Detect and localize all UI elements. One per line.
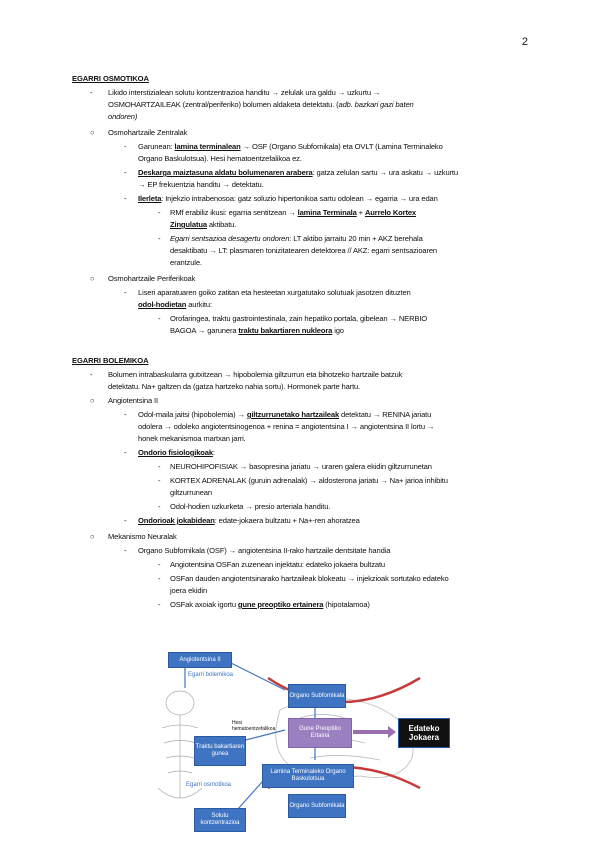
box-edateko-jokaera: Edateko Jokaera	[398, 718, 450, 748]
text-line: KORTEX ADRENALAK (guruin adrenalak) → aldosterona jariatu → Na+ jarioa inhibitu	[170, 476, 448, 485]
bullet-dash: -	[124, 194, 127, 203]
text-line: Bolumen intrabaskularra gutxitzean → hipobolemia giltzurrun eta bihotzeko hartzaile batzuk	[108, 370, 403, 379]
text-line: OSMOHARTZAILEAK (zentral/periferiko) bolumen aldaketa detektatu. (adb. bazkari gazi baten	[108, 100, 414, 109]
subsection-title: Osmohartzaile Periferikoak	[108, 274, 196, 283]
bullet-dash: -	[158, 600, 161, 609]
text-line: BAGOA → garunera traktu bakartiaren nukleora igo	[170, 326, 344, 335]
box-osf-top: Organo Subfornikala	[288, 684, 346, 708]
text-line: Garunean: lamina terminalean → OSF (Organo Subfornikala) eta OVLT (Lamina Terminaleko	[138, 142, 443, 151]
text-line: odol-hodietan aurkitu:	[138, 300, 212, 309]
bullet-circle: ○	[90, 274, 95, 283]
subsection-title: Angiotentsina II	[108, 396, 158, 405]
bullet-dash: -	[158, 462, 161, 471]
bullet-circle: ○	[90, 396, 95, 405]
bullet-circle: ○	[90, 532, 95, 541]
subsection-title: Osmohartzaile Zentralak	[108, 128, 188, 137]
box-lamina: Lamina Terminaleko Organo Baskulotsua	[262, 764, 354, 788]
bullet-dash: -	[158, 234, 161, 243]
text-line: odolera → odoleko angiotentsinogenoa + renina = angiotentsina I → angiotentsina II lortu →	[138, 422, 435, 431]
purple-arrowhead	[388, 726, 396, 738]
text-line: → EP frekuentzia handitu → detektatu.	[138, 180, 264, 189]
text-line: Ondorioak jokabidean: edate-jokaera bultzatu + Na+-ren ahoratzea	[138, 516, 360, 525]
label-bolemic: Egarri bolemikoa	[188, 672, 234, 678]
text-line: Angiotentsina OSFan zuzenean injektatu: edateko jokaera bultzatu	[170, 560, 385, 569]
box-gune-preoptiko: Gune Preoptiko Ertaina	[288, 718, 352, 748]
text-line: Orofaringea, traktu gastrointestinala, zain hepatiko portala, gibelean → NERBIO	[170, 314, 428, 323]
bullet-dash: -	[158, 502, 161, 511]
bullet-dash: -	[124, 168, 127, 177]
bullet-dash: -	[158, 574, 161, 583]
bullet-dash: -	[90, 370, 93, 379]
text-line: OSFan dauden angiotentsinarako hartzaileak blokeatu → injekzioak sortutako edateko	[170, 574, 449, 583]
text-line: Odol-hodien uzkurketa → presio arteriala handitu.	[170, 502, 331, 511]
page-number: 2	[521, 36, 528, 48]
text-line: Egarri sentsazioa desagertu ondoren: LT aktibo jarraitu 20 min + AKZ berehala	[170, 234, 423, 243]
bullet-dash: -	[124, 546, 127, 555]
text-line: Organo Baskulotsua). Hesi hematoentzefalikoa ez.	[138, 154, 302, 163]
text-line: Zingulatua aktibatu.	[170, 220, 237, 229]
text-line: giltzurrunean	[170, 488, 212, 497]
bullet-circle: ○	[90, 128, 95, 137]
text-line: Likido interstizialean solutu kontzentrazioa handitu → zelulak ura galdu → uzkurtu →	[108, 88, 381, 97]
box-traktu: Traktu bakartiaren gunea	[194, 736, 246, 766]
text-line: OSFak axoiak igortu gune preoptiko ertainera (hipotalamoa)	[170, 600, 370, 609]
section-title-osmotic: EGARRI OSMOTIKOA	[72, 74, 149, 83]
label-hesi: Hesi hematoentzefalikoa	[232, 720, 276, 732]
text-line: Organo Subfornikala (OSF) → angiotentsina II-rako hartzaile dentsitate handia	[138, 546, 391, 555]
box-angiotensin: Angiotentsina II	[168, 652, 232, 668]
bullet-dash: -	[124, 288, 127, 297]
text-line: Ilerleta: Injekzio intrabenosoa: gatz soluzio hipertonikoa sartu odolean → egarria → ura edan	[138, 194, 438, 203]
bullet-dash: -	[158, 208, 161, 217]
thirst-diagram	[150, 648, 450, 838]
text-line: NEUROHIPOFISIAK → basopresina jariatu → uraren galera ekidin giltzurrunetan	[170, 462, 432, 471]
text-line: honek mekanismoa martxan jarri.	[138, 434, 246, 443]
bullet-dash: -	[158, 560, 161, 569]
box-solutu: Solutu kontzentrazioa	[194, 808, 246, 832]
text-line: RMf erabiliz ikusi: egarria sentitzean → lamina Terminala + Aurrelo Kortex	[170, 208, 417, 217]
text-line: Deskarga maiztasuna aldatu bolumenaren arabera: gatza zelulan sartu → ura askatu → uzkurtu	[138, 168, 458, 177]
box-osf-bottom: Organo Subfornikala	[288, 794, 346, 818]
section-title-hypovolemic: EGARRI BOLEMIKOA	[72, 356, 149, 365]
bullet-dash: -	[158, 476, 161, 485]
text-line: Liseri aparatuaren goiko zatitan eta hesteetan xurgatutako solutuak jasotzen dituzten	[138, 288, 411, 297]
bullet-dash: -	[90, 88, 93, 97]
bullet-dash: -	[124, 410, 127, 419]
bullet-dash: -	[124, 142, 127, 151]
text-line: desaktibatu → LT: plasmaren tonizitatearen detektorea // AKZ: egarri sentsazioaren	[170, 246, 437, 255]
subsection-title: Mekanismo Neuralak	[108, 532, 177, 541]
bullet-dash: -	[124, 516, 127, 525]
text-line: joera ekidin	[170, 586, 208, 595]
text-line: erantzule.	[170, 258, 202, 267]
bullet-dash: -	[158, 314, 161, 323]
text-line: detektatu. Na+ galtzen da (gatza hartzeko nahia sortu). Hormonek parte hartu.	[108, 382, 361, 391]
text-line: ondoren)	[108, 112, 138, 121]
text-line: Ondorio fisiologikoak:	[138, 448, 215, 457]
text-line: Odol-maila jaitsi (hipobolemia) → giltzurrunetako hartzaileak detektatu → RENINA jariatu	[138, 410, 432, 419]
bullet-dash: -	[124, 448, 127, 457]
label-osmotic: Egarri osmotikoa	[186, 782, 232, 788]
